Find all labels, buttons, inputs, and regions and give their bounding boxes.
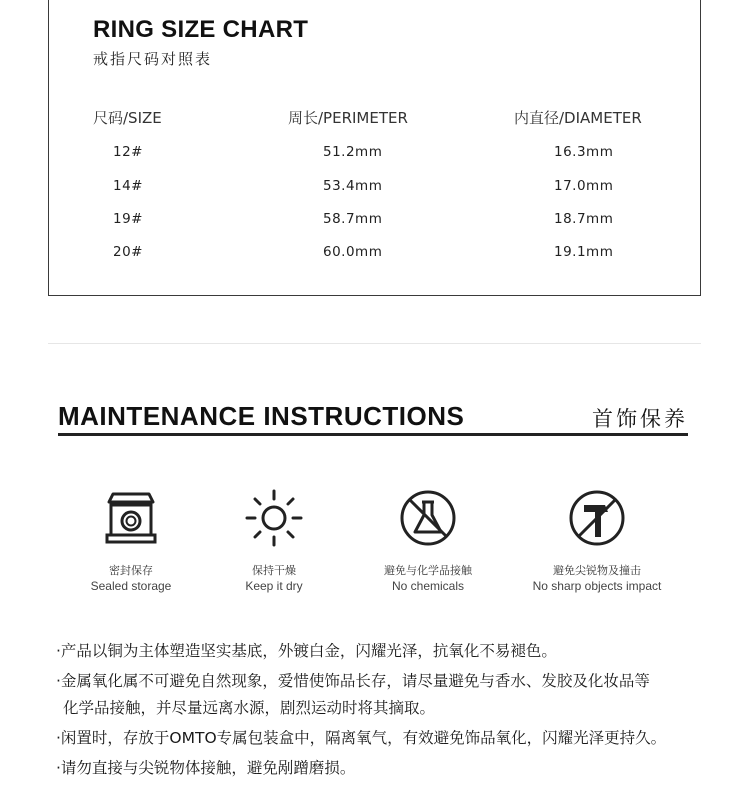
cell-perimeter: 51.2mm: [323, 144, 383, 160]
cell-size: 14#: [113, 178, 143, 194]
cell-diameter: 19.1mm: [554, 244, 614, 260]
note-text: ·请勿直接与尖锐物体接触，避免剐蹭磨损。: [56, 759, 356, 777]
maintenance-underline: [58, 433, 688, 436]
note-text: ·闲置时，存放于OMTO专属包装盒中，隔离氧气，有效避免饰品氧化，闪耀光泽更持久。: [56, 729, 667, 747]
note-text: 化学品接触，并尽量远离水源，剧烈运动时将其摘取。: [63, 699, 436, 717]
care-item-no-chemicals: [338, 488, 518, 593]
no-chemicals-icon: [398, 488, 458, 548]
care-label-cn: 避免与化学品接触: [384, 564, 472, 577]
care-label-cn: 密封保存: [109, 564, 153, 577]
chart-subtitle: 戒指尺码对照表: [93, 50, 213, 68]
care-notes: [56, 638, 736, 785]
cell-diameter: 17.0mm: [554, 178, 614, 194]
care-item-no-sharp: [507, 488, 687, 593]
maintenance-title-cn: 首饰保养: [592, 407, 688, 431]
care-label-en: No chemicals: [391, 579, 465, 593]
note-text: ·产品以铜为主体塑造坚实基底，外镀白金，闪耀光泽，抗氧化不易褪色。: [56, 642, 557, 660]
care-label-en: Keep it dry: [245, 579, 303, 593]
header-size: 尺码/SIZE: [93, 109, 162, 127]
cell-size: 20#: [113, 244, 143, 260]
header-diameter: 内直径/DIAMETER: [514, 109, 642, 127]
cell-size: 12#: [113, 144, 143, 160]
care-label-en: No sharp objects impact: [532, 579, 662, 593]
header-perimeter: 周长/PERIMETER: [288, 109, 408, 127]
sun-icon: [244, 488, 304, 548]
chart-title: RING SIZE CHART: [93, 16, 309, 43]
care-label-cn: 保持干燥: [252, 564, 296, 577]
cell-diameter: 16.3mm: [554, 144, 614, 160]
cell-perimeter: 60.0mm: [323, 244, 383, 260]
maintenance-title: MAINTENANCE INSTRUCTIONS: [58, 401, 465, 431]
ring-box-icon: [101, 488, 161, 548]
care-label-en: Sealed storage: [90, 579, 172, 593]
care-item-keep-dry: [184, 488, 364, 593]
no-hammer-icon: [567, 488, 627, 548]
cell-diameter: 18.7mm: [554, 211, 614, 227]
cell-size: 19#: [113, 211, 143, 227]
cell-perimeter: 58.7mm: [323, 211, 383, 227]
note-text: ·金属氧化属不可避免自然现象，爱惜使饰品长存，请尽量避免与香水、发胶及化妆品等: [56, 672, 650, 690]
care-label-cn: 避免尖锐物及撞击: [553, 564, 641, 577]
cell-perimeter: 53.4mm: [323, 178, 383, 194]
section-divider: [48, 343, 701, 344]
